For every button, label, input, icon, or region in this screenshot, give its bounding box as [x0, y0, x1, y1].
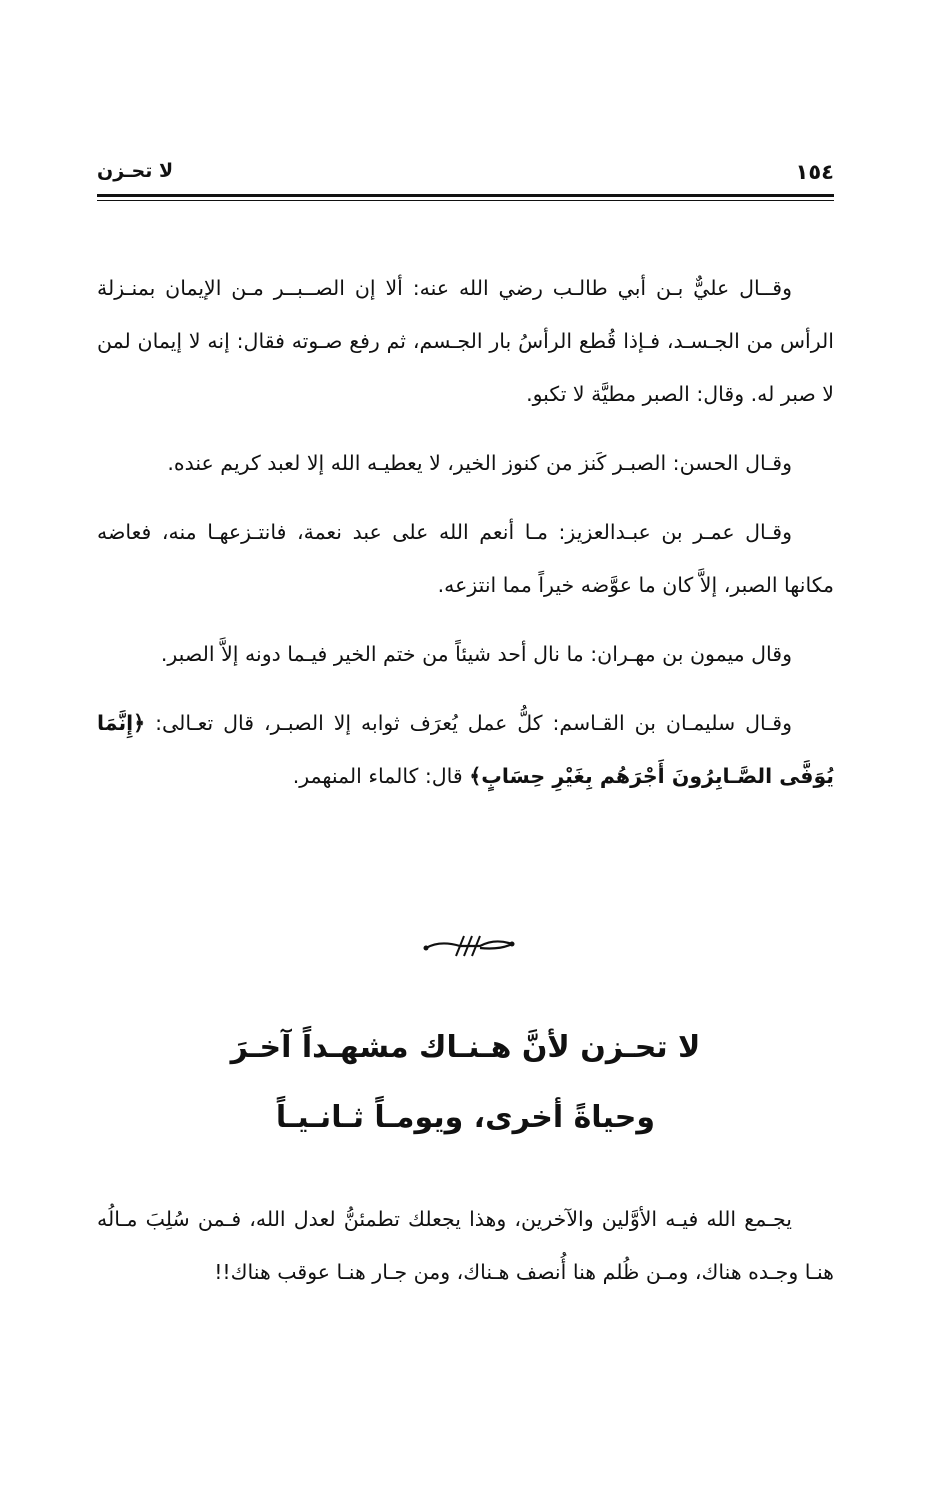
- quotes-block: [97, 262, 834, 803]
- paragraph-tail: قال: كالماء المنهمر.: [292, 764, 463, 788]
- page-header: [97, 150, 834, 194]
- header-rule-thin: [97, 200, 834, 201]
- paragraph: يجـمع الله فيـه الأوَّلين والآخرين، وهذا يجعلك تطمئنُّ لعدل الله، فـمن سُلِبَ مـالُه هنـا وجـده هناك، ومـن ظُلم هنا أُنصف هـناك، ومن جـار هنـا عوقب هناك!!: [97, 1207, 834, 1284]
- section-heading-line-2: وحياةً أخرى، ويومـاً ثـانـيـاً: [275, 1100, 656, 1135]
- paragraph: وقـال الحسن: الصبـر كَنز من كنوز الخير، لا يعطيـه الله إلا لعبد كريم عنده.: [167, 451, 792, 475]
- paragraph: وقـال عمـر بن عبـدالعزيز: مـا أنعم الله على عبد نعمة، فانتـزعهـا منه، فعاضه مكانها الصبر، إلاَّ كان ما عوَّضه خيراً مما انتزعه.: [97, 520, 834, 597]
- section-heading-line-1: لا تحـزن لأنَّ هـنـاك مشهـداً آخـرَ: [230, 1030, 701, 1065]
- paragraph-lead: وقـال سليمـان بن القـاسم: كلُّ عمل يُعرَف ثوابه إلا الصبـر، قال تعـالى:: [155, 711, 792, 735]
- running-title: لا تحـزن: [97, 160, 174, 182]
- paragraph: وقال ميمون بن مهـران: ما نال أحد شيئاً من ختم الخير فيـما دونه إلاَّ الصبر.: [160, 642, 792, 666]
- quran-verse: ﴿إِنَّمَا يُوَفَّى الصَّـابِرُونَ أَجْرَهُم بِغَيْرِ حِسَابٍ﴾: [97, 711, 834, 788]
- flourish-divider-icon: [420, 930, 520, 960]
- closing-block: [97, 1193, 834, 1299]
- header-rule-thick: [97, 194, 834, 197]
- page-number: ١٥٤: [795, 160, 834, 184]
- paragraph-with-verse: [97, 697, 834, 803]
- paragraph: وقــال عليٌّ بـن أبي طالـب رضي الله عنه: ألا إن الصــبــر مـن الإيمان بمنـزلة الرأس من الجـسـد، فـإذا قُطع الرأسُ بار الجـسم، ثم رفع صـوته فقال: إنه لا إيمان لمن لا صبر له. وقال: الصبر مطيَّة لا تكبو.: [97, 276, 834, 406]
